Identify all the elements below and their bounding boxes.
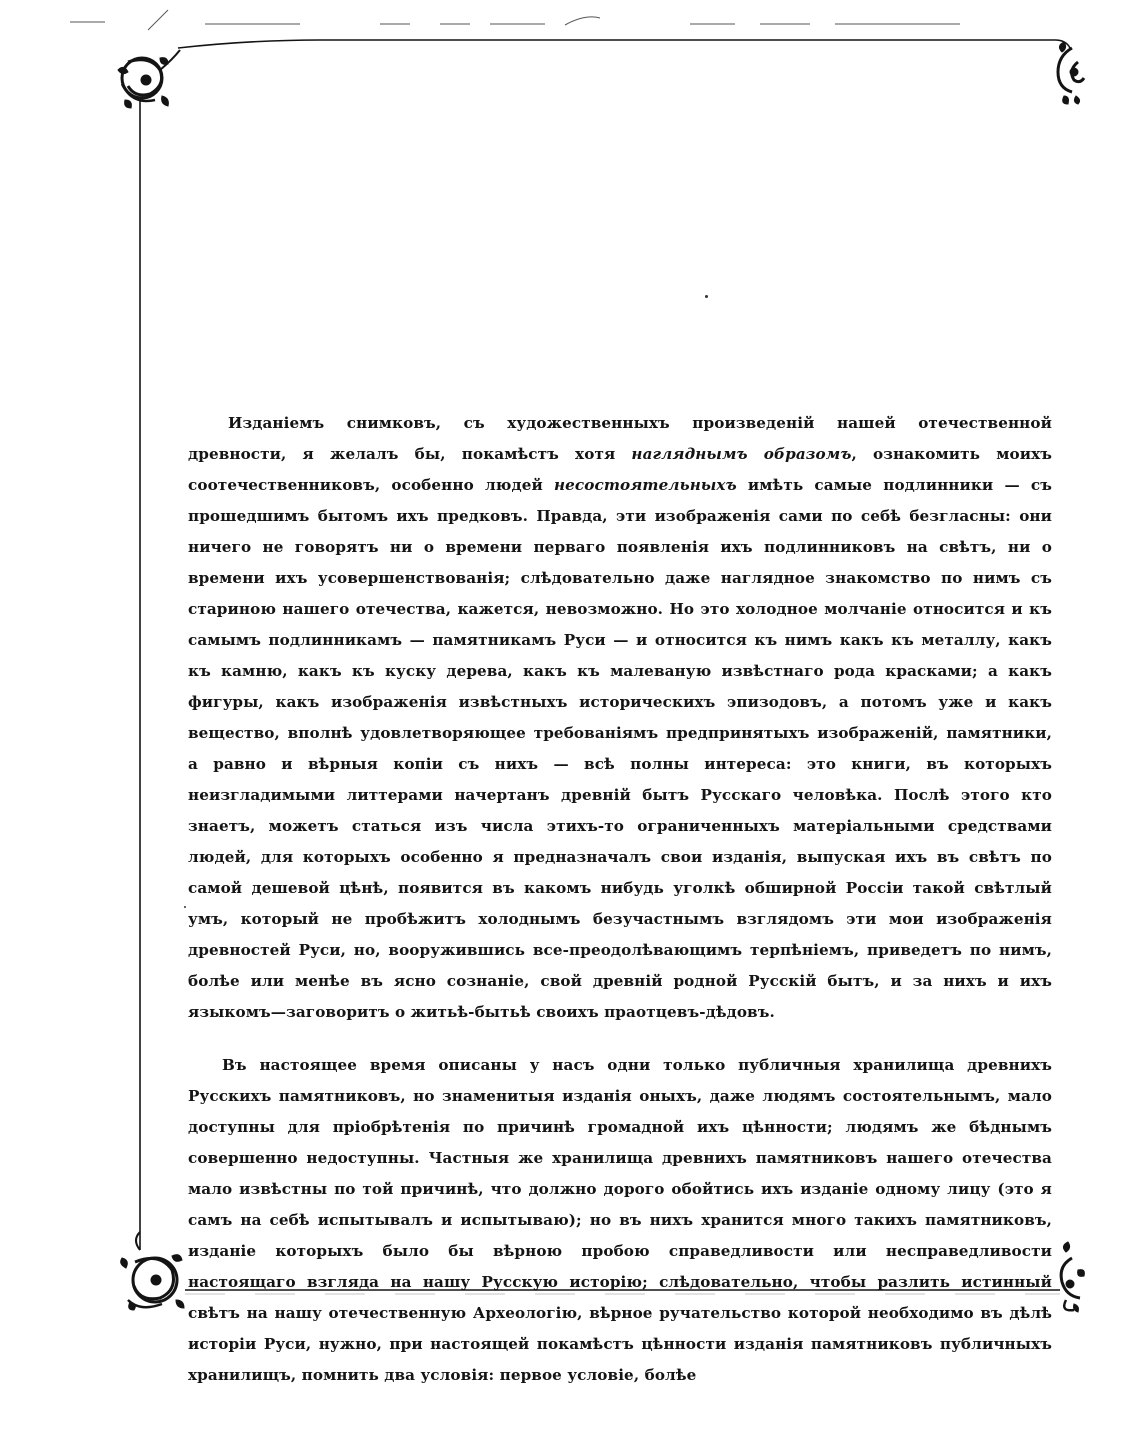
corner-ornament-bottom-left (121, 1232, 184, 1310)
italic-text-segment: несостоятельныхъ (553, 476, 737, 494)
text-block (188, 408, 1052, 1391)
text-segment: Въ настоящее время описаны у насъ одни только публичныя хранилища древнихъ Русскихъ памятниковъ, но знаменитыя изданія оныхъ, даже людямъ состоятельнымъ, мало доступны для пріобрѣтенія по причинѣ громадной ихъ цѣнности; людямъ же бѣднымъ совершенно недоступны. Частныя же хранилища древнихъ памятниковъ нашего отечества мало извѣстны по той причинѣ, что должно дорого обойтись ихъ изданіе одному лицу (это я самъ на себѣ испытывалъ и испытываю); но въ нихъ хранится много такихъ памятниковъ, изданіе которыхъ было бы вѣрною пробою справедливости или несправедливости настоящаго взгляда на нашу Русскую исторію; слѣдовательно, чтобы разлить истинный свѣтъ на нашу отечественную Археологію, вѣрное ручательство которой необходимо въ дѣлѣ исторіи Руси, нужно, при настоящей покамѣстъ цѣнности изданія памятниковъ публичныхъ хранилищъ, помнить два условія: первое условіе, болѣе (188, 1056, 1052, 1384)
text-segment: имѣть самые подлинники — съ прошедшимъ бытомъ ихъ предковъ. Правда, эти изображенія сами по себѣ безгласны: они ничего не говорятъ ни о времени перваго появленія ихъ подлинниковъ на свѣтъ, ни о времени ихъ усовершенствованія; слѣдовательно даже наглядное знакомство по нимъ съ стариною нашего отечества, кажется, невозможно. Но это холодное молчаніе относится и къ самымъ подлинникамъ — памятникамъ Руси — и относится къ нимъ какъ къ металлу, какъ къ камню, какъ къ куску дерева, какъ къ малеваную извѣстнаго рода красками; а какъ фигуры, какъ изображенія извѣстныхъ историческихъ эпизодовъ, а потомъ уже и какъ вещество, вполнѣ удовлетворяющее требованіямъ предпринятыхъ изображеній, памятники, а равно и вѣрныя копіи съ нихъ — всѣ полны интереса: это книги, въ которыхъ неизгладимыми литтерами начертанъ древній бытъ Русскаго человѣка. Послѣ этого кто знаетъ, можетъ статься изъ числа этихъ-то ограниченныхъ матеріальными средствами людей, для которыхъ особенно я предназначалъ свои изданія, выпуская ихъ въ свѣтъ по самой дешевой цѣнѣ, появится въ какомъ нибудь уголкѣ обширной Россіи такой свѣтлый умъ, который не пробѣжитъ холоднымъ безучастнымъ взглядомъ эти мои изображенія древностей Руси, но, вооружившись все-преодолѣвающимъ терпѣніемъ, приведетъ по нимъ, болѣе или менѣе въ ясно сознаніе, свой древній родной Русскій бытъ, и за нихъ и ихъ языкомъ—заговоритъ о житьѣ-бытьѣ своихъ праотцевъ-дѣдовъ. (188, 476, 1052, 1021)
text-segment: Изданіемъ снимковъ, съ художественныхъ произведеній нашей отечественной древности, я желалъ бы, покамѣстъ хотя (188, 414, 1052, 463)
top-border-line (178, 40, 1070, 48)
scan-speck (184, 906, 186, 908)
corner-ornament-top-right (1058, 42, 1084, 104)
paragraph-1 (188, 408, 1052, 1028)
paragraph-2 (188, 1050, 1052, 1391)
corner-ornament-bottom-right (1061, 1242, 1084, 1312)
text-segment: , ознакомить моихъ соотечественниковъ, особенно людей (188, 445, 1052, 494)
scan-marks-top (70, 10, 960, 30)
italic-text-segment: нагляднымъ образомъ (631, 445, 852, 463)
corner-ornament-top-left (118, 50, 180, 108)
scan-speck (705, 295, 708, 298)
